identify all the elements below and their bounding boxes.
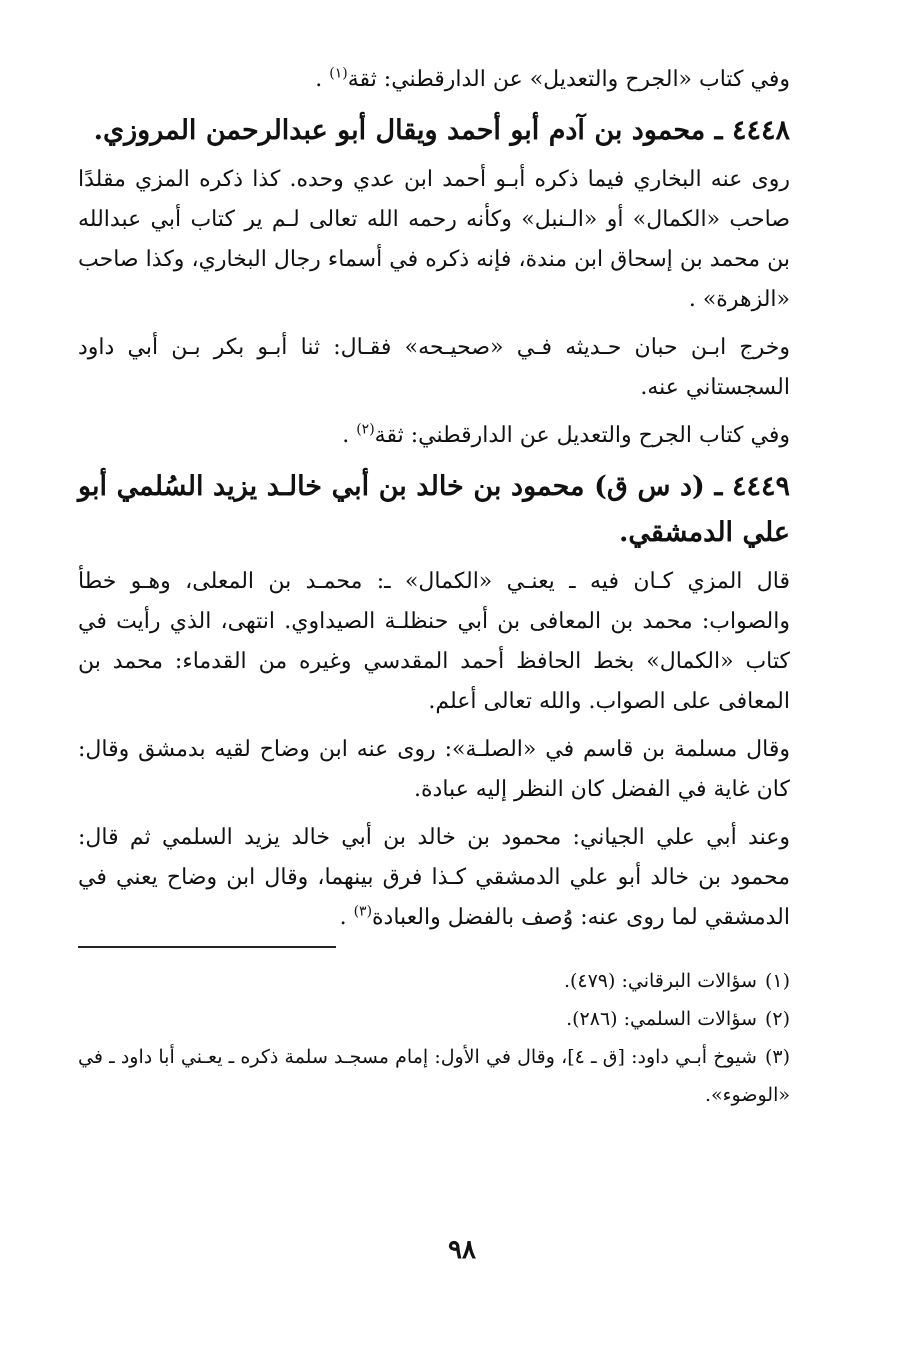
entry-4448-title: ٤٤٤٨ ـ محمود بن آدم أبو أحمد ويقال أبو عبدالرحمن المروزي.	[93, 115, 790, 146]
paragraph-ibn-hibban: وخرج ابـن حبان حـديثه فـي «صحيـحه» فقـال: ثنا أبـو بكر بـن أبي داود السجستاني عنه.	[78, 335, 790, 400]
page-number: ٩٨	[448, 1235, 476, 1265]
footnote-number: (٢)	[764, 1008, 790, 1030]
footnotes	[78, 962, 790, 1114]
paragraph-bukhari: روى عنه البخاري فيما ذكره أبـو أحمد ابن عدي وحده. كذا ذكره المزي مقلدًا صاحب «الكمال» أو «الـنبل» وكأنه رحمه الله تعالى لـم ير كتاب أبي عبدالله بن محمد بن إسحاق ابن مندة، فإنه ذكره في أسماء رجال البخاري، وكذا صاحب «الزهرة» .	[78, 167, 790, 312]
paragraph-text: وفي كتاب الجرح والتعديل عن الدارقطني: ثقة	[374, 423, 790, 448]
footnote-text: سؤالات البرقاني: (٤٧٩).	[563, 970, 757, 992]
footnote-text: سؤالات السلمي: (٢٨٦).	[566, 1008, 757, 1030]
footnote-ref-1: (١)	[329, 65, 348, 82]
footnote-3	[78, 1038, 790, 1114]
page-body	[78, 60, 790, 1114]
entry-4449-title: ٤٤٤٩ ـ (د س ق) محمود بن خالد بن أبي خالـد يزيد السُلمي أبو علي الدمشقي.	[78, 471, 790, 548]
footnote-1	[78, 962, 790, 1000]
footnote-ref-2: (٢)	[356, 421, 375, 438]
footnote-2	[78, 1000, 790, 1038]
paragraph-end: .	[342, 423, 357, 448]
paragraph-maslama: وقال مسلمة بن قاسم في «الصلـة»: روى عنه ابن وضاح لقيه بدمشق وقال: كان غاية في الفضل كان النظر إليه عبادة.	[78, 737, 790, 802]
footnote-ref-3: (٣)	[353, 903, 373, 920]
paragraph-text: وعند أبي علي الجياني: محمود بن خالد بن أبي خالد يزيد السلمي ثم قال: محمود بن خالد أبو علي الدمشقي كـذا فرق بينهما، وقال ابن وضاح يعني في الدمشقي لما روى عنه: وُصف بالفضل والعبادة	[78, 825, 790, 930]
footnote-divider	[78, 946, 336, 948]
paragraph-mizzi: قال المزي كـان فيه ـ يعنـي «الكمال» ـ: محمـد بن المعلى، وهـو خطأ والصواب: محمد بن المعافى بن أبي حنظلـة الصيداوي. انتهى، الذي رأيت في كتاب «الكمال» بخط الحافظ أحمد المقدسي وغيره من القدماء: محمد بن المعافى على الصواب. والله تعالى أعلم.	[78, 569, 791, 714]
paragraph-end: .	[315, 67, 330, 92]
paragraph-daraqutni-1	[78, 60, 790, 100]
paragraph-jayyani	[78, 818, 790, 938]
paragraph-text: وفي كتاب «الجرح والتعديل» عن الدارقطني: ثقة	[347, 67, 790, 92]
footnote-number: (٣)	[764, 1046, 791, 1068]
footnote-text: شيوخ أبـي داود: [ق ـ ٤]، وقال في الأول: إمام مسجـد سلمة ذكره ـ يعـني أبا داود ـ في «الوضوء».	[78, 1046, 790, 1106]
footnote-number: (١)	[764, 970, 790, 992]
paragraph-daraqutni-2	[78, 416, 790, 456]
paragraph-end: .	[339, 905, 354, 930]
